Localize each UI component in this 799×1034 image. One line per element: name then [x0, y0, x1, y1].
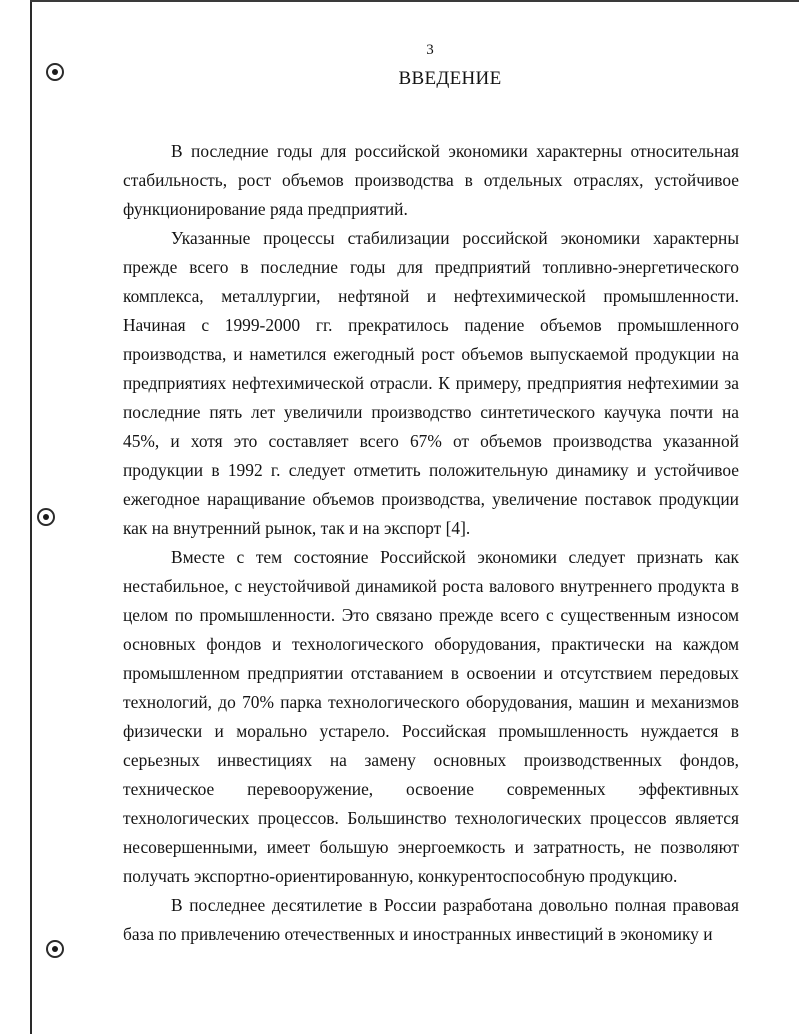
page-number: 3 — [426, 42, 434, 58]
body-text — [123, 137, 739, 949]
scan-page-edge-left — [30, 0, 32, 1034]
section-heading: ВВЕДЕНИЕ — [398, 68, 502, 89]
paragraph-2: Указанные процессы стабилизации российской экономики характерны прежде всего в последние годы для предприятий топливно-энергетического комплекса, металлургии, нефтяной и нефтехимической промышленности. Начиная с 1999-2000 гг. прекратилось падение объемов промышленного производства, и наметился ежегодный рост объемов выпускаемой продукции на предприятиях нефтехимической отрасли. К примеру, предприятия нефтехимии за последние пять лет увеличили производство синтетического каучука почти на 45%, и хотя это составляет всего 67% от объемов производства указанной продукции в 1992 г. следует отметить положительную динамику и устойчивое ежегодное наращивание объемов производства, увеличение поставок продукции как на внутренний рынок, так и на экспорт [4]. — [123, 228, 739, 538]
paragraph-3: Вместе с тем состояние Российской экономики следует признать как нестабильное, с неустойчивой динамикой роста валового внутреннего продукта в целом по промышленности. Это связано прежде всего с существенным износом основных фондов и технологического оборудования, практически на каждом промышленном предприятии отставанием в освоении и отсутствием передовых технологий, до 70% парка технологического оборудования, машин и механизмов физически и морально устарело. Российская промышленность нуждается в серьезных инвестициях на замену основных производственных фондов, техническое перевооружение, освоение современных эффективных технологических процессов. Большинство технологических процессов является несовершенными, имеет большую энергоемкость и затратность, не позволяют получать экспортно-ориентированную, конкурентоспособную продукцию. — [123, 547, 739, 886]
paragraph-4: В последнее десятилетие в России разработана довольно полная правовая база по привлечению отечественных и иностранных инвестиций в экономику и — [123, 895, 739, 944]
paragraph-1: В последние годы для российской экономики характерны относительная стабильность, рост объемов производства в отдельных отраслях, устойчивое функционирование ряда предприятий. — [123, 141, 739, 219]
binding-hole-icon — [46, 940, 64, 958]
scan-page-edge-top — [30, 0, 799, 2]
binding-hole-icon — [37, 508, 55, 526]
